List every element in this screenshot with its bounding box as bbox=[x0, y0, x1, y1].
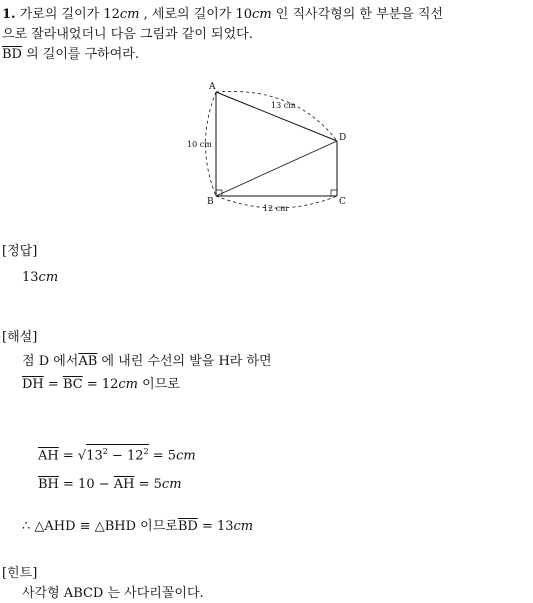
solution-line-5 bbox=[22, 518, 253, 535]
solution-text: 점 D 에서 bbox=[22, 354, 79, 369]
label-point-d: D bbox=[339, 133, 347, 143]
label-point-a: A bbox=[209, 82, 216, 92]
answer-value bbox=[22, 269, 58, 286]
segment-label: $\overline{BC}$ bbox=[62, 377, 83, 392]
problem-line-1 bbox=[2, 6, 443, 23]
solution-text: = 5 bbox=[134, 477, 162, 492]
problem-text: , 세로의 길이가 10 bbox=[139, 7, 253, 22]
segment-label: $\overline{BD}$ bbox=[177, 519, 198, 534]
unit: cm bbox=[118, 377, 138, 392]
solution-text: = 13 bbox=[197, 519, 234, 534]
unit: cm bbox=[233, 519, 254, 534]
label-length-bc: 12 cm bbox=[263, 204, 288, 213]
label-point-b: B bbox=[207, 197, 214, 207]
math-text: − 12 bbox=[107, 448, 144, 464]
segment-label: $\overline{AH}$ bbox=[113, 477, 135, 492]
segment-label: $\overline{AH}$ bbox=[38, 448, 59, 464]
problem-text: 가로의 길이가 12 bbox=[19, 7, 120, 22]
label-length-ab: 10 cm bbox=[187, 140, 212, 149]
solution-text: 에 내린 수선의 발을 H라 하면 bbox=[97, 354, 272, 369]
solution-heading: [해설] bbox=[2, 330, 38, 345]
answer-unit: cm bbox=[38, 270, 59, 285]
exponent: 2 bbox=[143, 447, 149, 456]
right-angle-b bbox=[216, 190, 222, 196]
unit: cm bbox=[176, 448, 196, 464]
solution-text: = 10 − bbox=[58, 477, 114, 492]
hint-heading: [힌트] bbox=[2, 566, 38, 581]
math-text: 13 bbox=[86, 448, 103, 464]
problem-text: 의 길이를 구하여라. bbox=[21, 47, 139, 62]
solution-text: ∴ △AHD ≡ △BHD 이므로 bbox=[22, 519, 178, 534]
solution-text: = 5 bbox=[148, 448, 177, 464]
solution-text: = 12 bbox=[82, 377, 119, 392]
unit: cm bbox=[252, 7, 272, 22]
label-point-c: C bbox=[339, 197, 346, 207]
right-angle-c bbox=[331, 190, 337, 196]
solution-text: = bbox=[58, 448, 78, 464]
edge-ad bbox=[216, 92, 337, 141]
problem-text: 으로 잘라내었더니 다음 그림과 같이 되었다. bbox=[2, 27, 253, 42]
unit: cm bbox=[119, 7, 140, 22]
sqrt-body bbox=[86, 444, 148, 463]
segment-label: $\overline{BD}$ bbox=[2, 47, 22, 62]
sqrt-sign: √ bbox=[77, 448, 87, 464]
trapezoid-figure bbox=[185, 78, 360, 213]
answer-number: 13 bbox=[22, 270, 39, 285]
problem-line-3 bbox=[2, 46, 139, 63]
unit: cm bbox=[161, 477, 182, 492]
exponent: 2 bbox=[102, 447, 108, 456]
problem-text: 인 직사각형의 한 부분을 직선 bbox=[271, 7, 444, 22]
problem-number: 1. bbox=[2, 7, 16, 22]
segment-label: $\overline{DH}$ bbox=[22, 377, 44, 392]
segment-label: $\overline{AB}$ bbox=[78, 354, 98, 369]
diagonal-bd bbox=[216, 141, 337, 196]
solution-line-3 bbox=[38, 444, 196, 464]
label-length-ad: 13 cm bbox=[271, 101, 296, 110]
solution-line-2 bbox=[22, 376, 180, 393]
solution-line-1 bbox=[22, 353, 272, 370]
solution-line-4 bbox=[38, 476, 182, 493]
answer-heading: [정답] bbox=[2, 244, 38, 259]
hint-text: 사각형 ABCD 는 사다리꼴이다. bbox=[22, 586, 204, 601]
segment-label: $\overline{BH}$ bbox=[38, 477, 59, 492]
problem-line-2 bbox=[2, 26, 253, 43]
solution-text: 이므로 bbox=[138, 377, 180, 392]
solution-text: = bbox=[43, 377, 63, 392]
